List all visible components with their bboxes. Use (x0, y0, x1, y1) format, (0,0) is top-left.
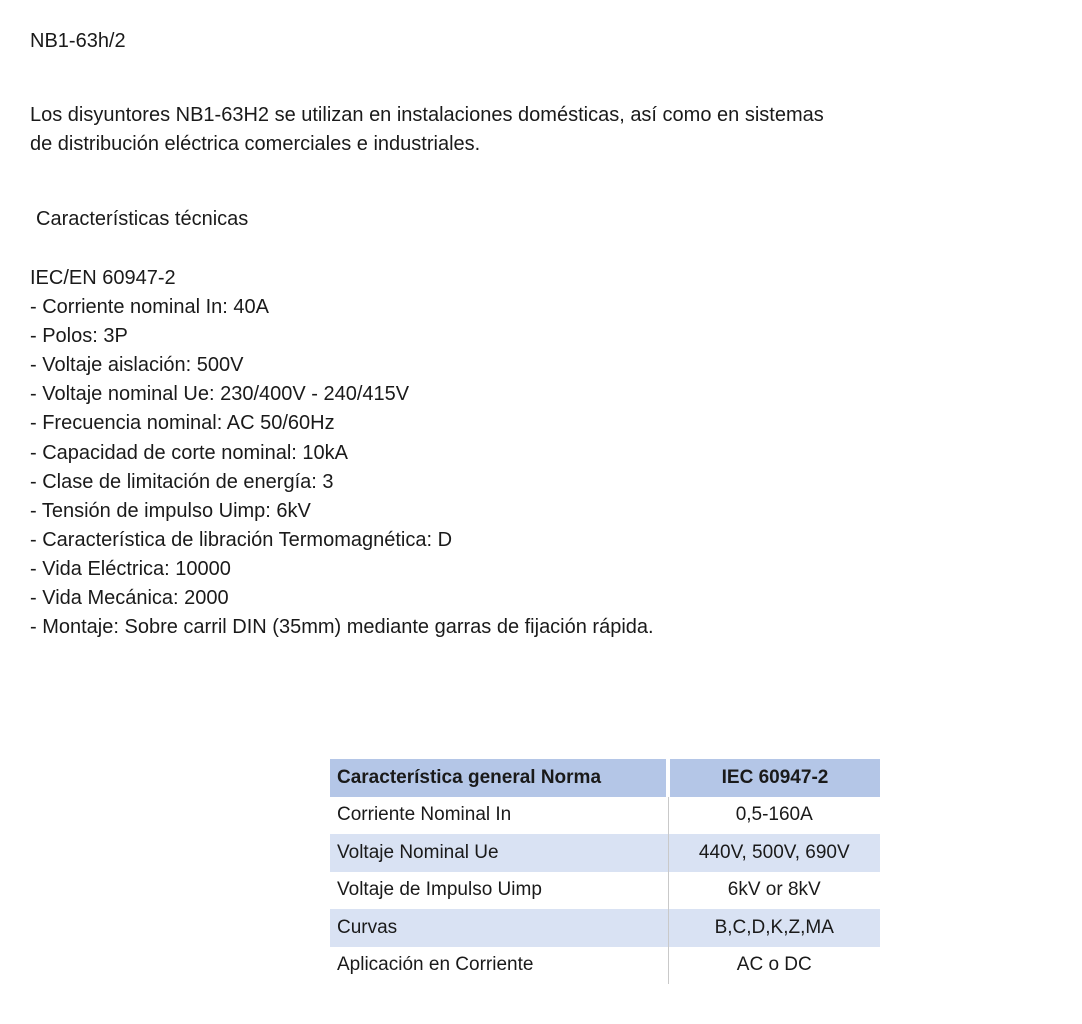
table-cell-label: Voltaje Nominal Ue (330, 834, 668, 872)
table-cell-label: Curvas (330, 909, 668, 947)
spec-item: - Polos: 3P (30, 325, 128, 348)
spec-item: - Vida Eléctrica: 10000 (30, 557, 231, 580)
spec-item: - Tensión de impulso Uimp: 6kV (30, 499, 311, 522)
specs-list (30, 264, 654, 642)
table-cell-value: B,C,D,K,Z,MA (668, 909, 880, 947)
general-characteristics-table (330, 759, 880, 984)
intro-line-2: de distribución eléctrica comerciales e industriales. (30, 133, 481, 155)
section-heading-caracteristicas-tecnicas: Características técnicas (36, 208, 249, 230)
spec-item: - Clase de limitación de energía: 3 (30, 470, 334, 493)
table-row (330, 872, 880, 910)
table-cell-label: Aplicación en Corriente (330, 947, 668, 985)
spec-item: - Voltaje nominal Ue: 230/400V - 240/415V (30, 383, 410, 406)
table-row (330, 947, 880, 985)
spec-item: - Capacidad de corte nominal: 10kA (30, 441, 348, 464)
spec-item: - Característica de libración Termomagnética: D (30, 528, 453, 551)
spec-item: - Corriente nominal In: 40A (30, 296, 270, 319)
page-title: NB1-63h/2 (30, 30, 126, 52)
table-cell-value: 0,5-160A (735, 804, 813, 826)
table-header-characteristic: Característica general Norma (330, 759, 668, 797)
table-header-row (330, 759, 880, 797)
spec-item: - Montaje: Sobre carril DIN (35mm) mediante garras de fijación rápida. (30, 616, 654, 639)
table-row (330, 909, 880, 947)
table-body (330, 797, 880, 985)
table-cell-label: Corriente Nominal In (330, 797, 668, 835)
table-cell-value: 6kV or 8kV (727, 879, 821, 901)
spec-item: - Vida Mecánica: 2000 (30, 587, 229, 610)
table-row (330, 797, 880, 835)
table-cell-value: AC o DC (736, 954, 812, 976)
intro-line-1: Los disyuntores NB1-63H2 se utilizan en instalaciones domésticas, así como en sistemas (30, 104, 824, 126)
table-row (330, 834, 880, 872)
spec-item: - Voltaje aislación: 500V (30, 354, 244, 377)
table-cell-value: 440V, 500V, 690V (668, 834, 880, 872)
specs-standard: IEC/EN 60947-2 (30, 267, 176, 289)
spec-item: - Frecuencia nominal: AC 50/60Hz (30, 412, 335, 435)
intro-paragraph (30, 101, 824, 159)
table-header-iec-60947-2: IEC 60947-2 (668, 759, 880, 797)
table-cell-label: Voltaje de Impulso Uimp (330, 872, 668, 910)
